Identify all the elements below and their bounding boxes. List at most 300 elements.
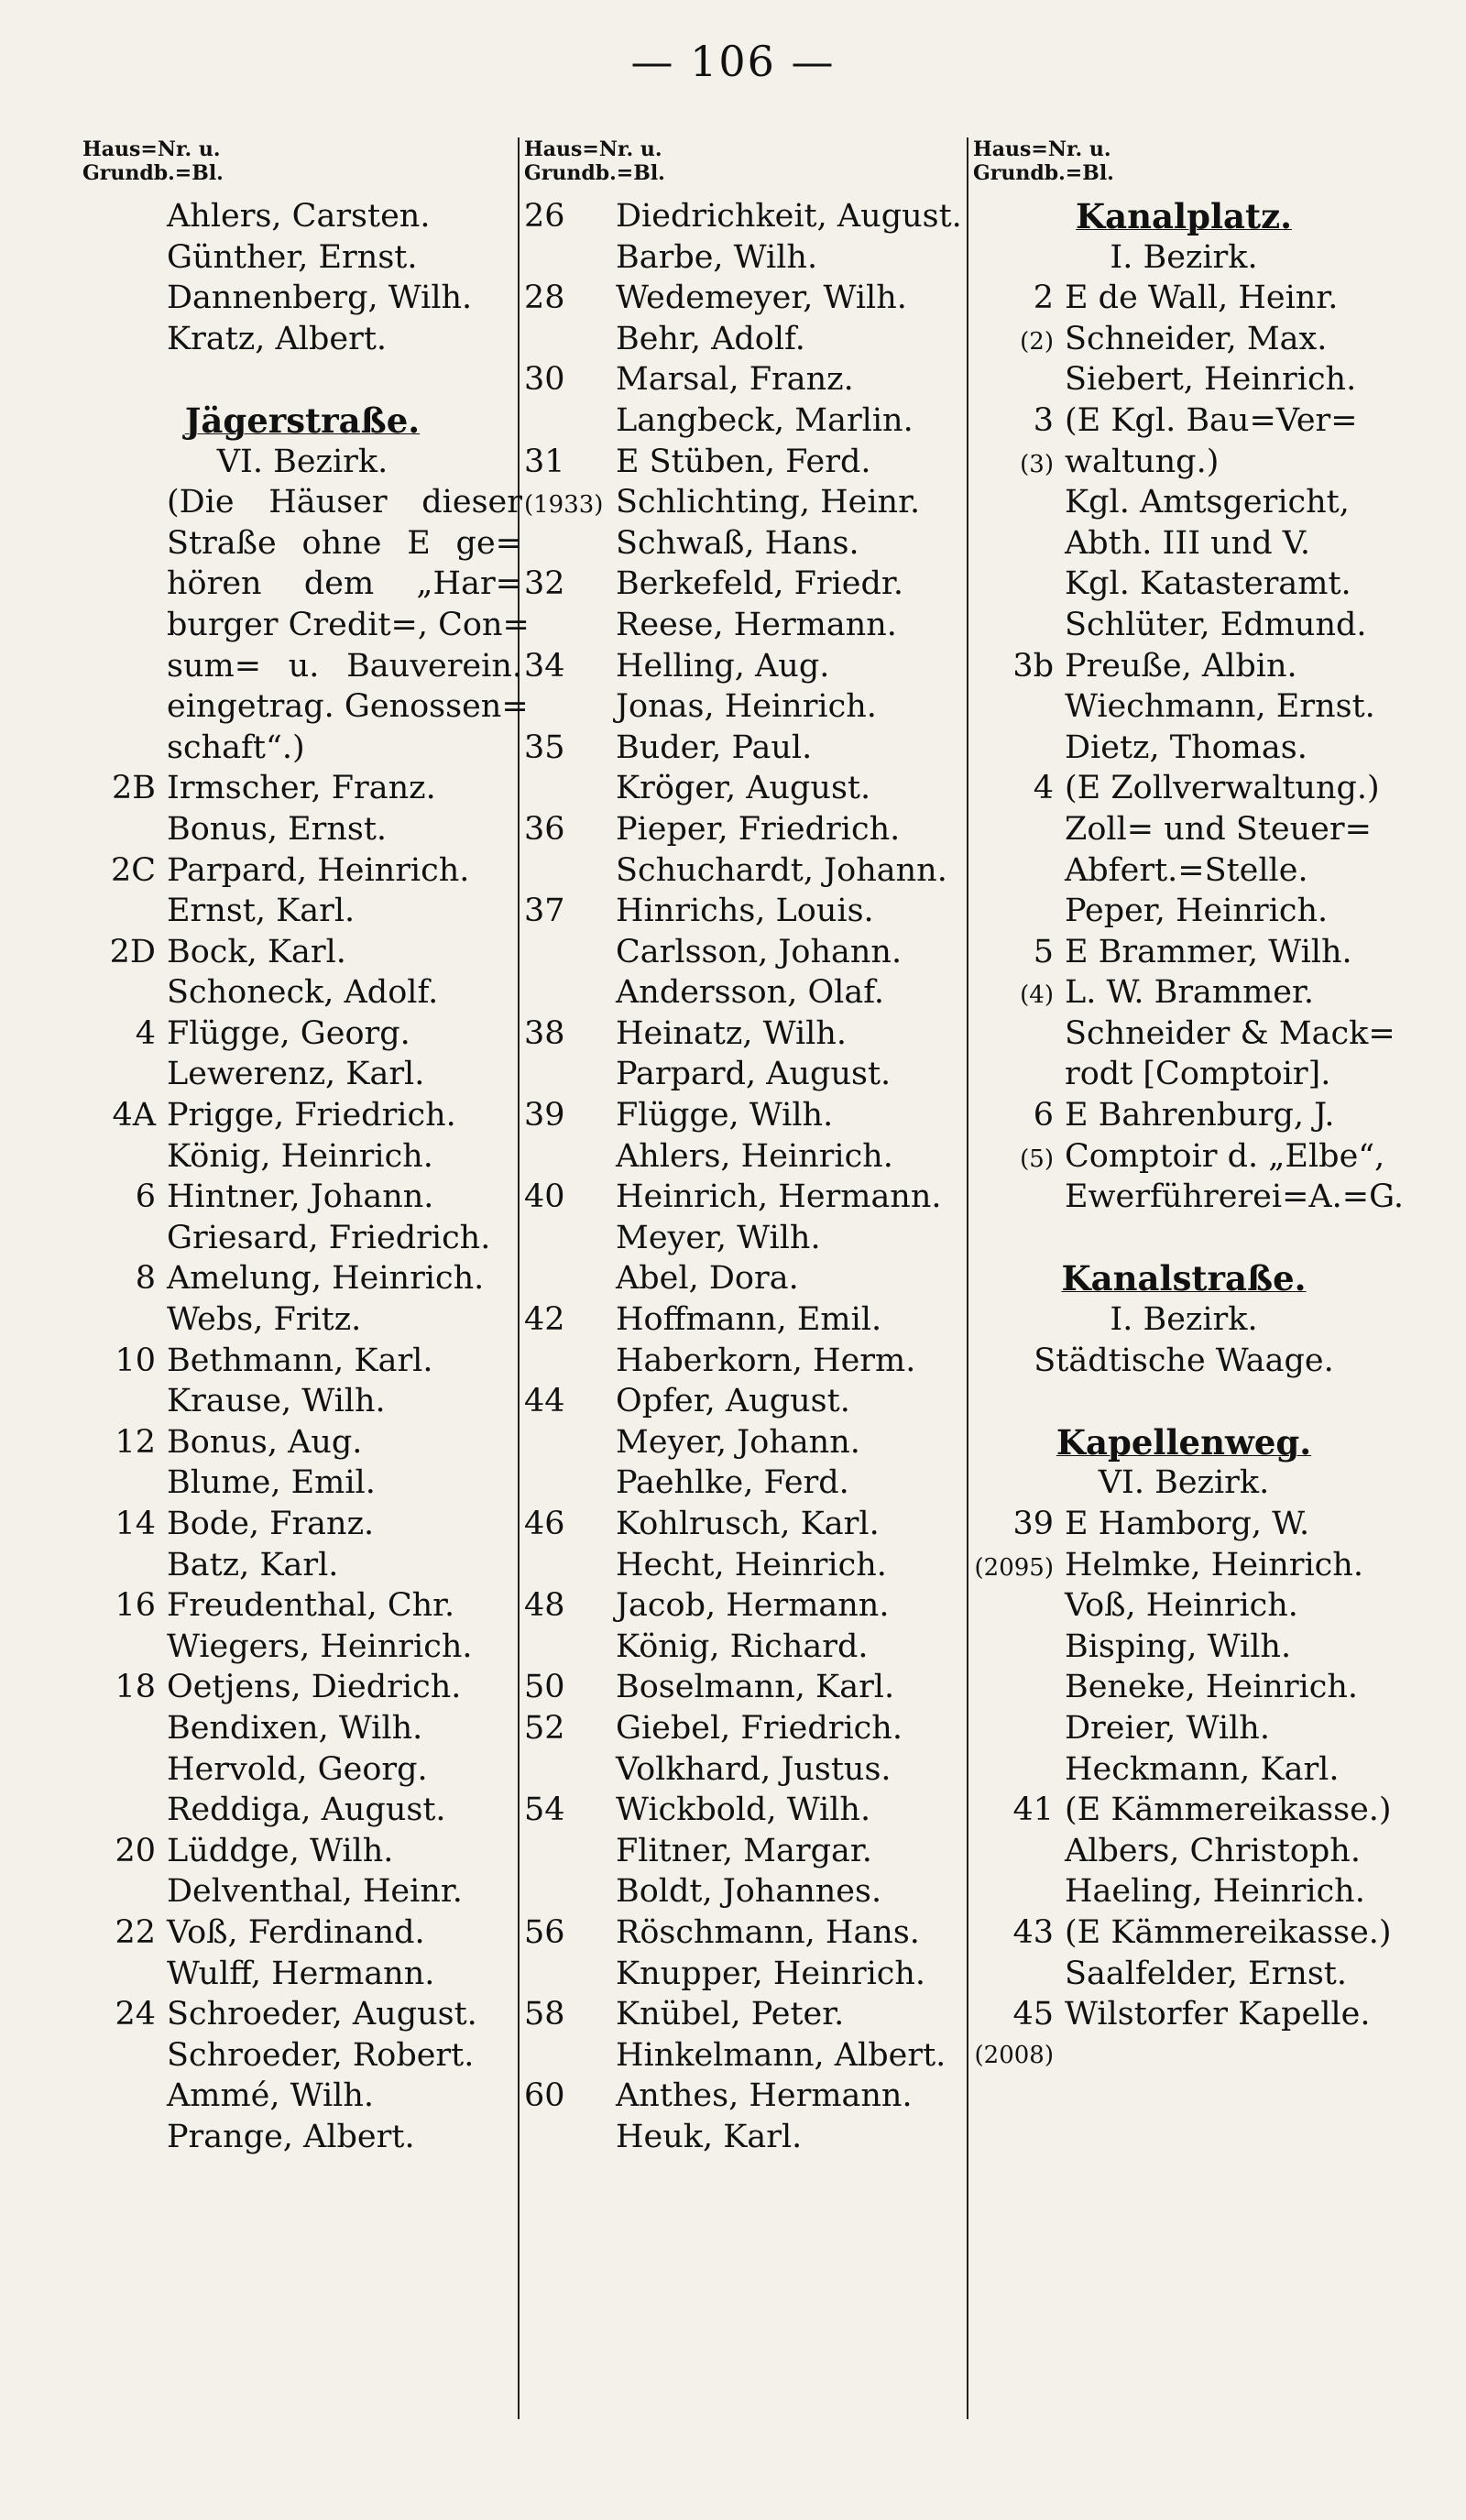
directory-entry bbox=[82, 319, 522, 360]
resident-name: Dreier, Wilh. bbox=[1065, 1709, 1270, 1747]
directory-entry bbox=[524, 523, 964, 564]
house-number: 41 bbox=[1012, 1791, 1054, 1829]
resident-name: Parpard, August. bbox=[616, 1056, 892, 1093]
directory-entry bbox=[973, 1749, 1395, 1791]
directory-entry bbox=[82, 196, 522, 237]
house-number: 44 bbox=[524, 1383, 565, 1420]
directory-entry bbox=[973, 278, 1395, 319]
resident-name: Hecht, Heinrich. bbox=[616, 1546, 887, 1583]
directory-entry bbox=[524, 768, 964, 809]
directory-entry bbox=[82, 1381, 522, 1422]
resident-name: (Die Häuser dieser bbox=[167, 484, 522, 521]
resident-name: Albers, Christoph. bbox=[1065, 1832, 1361, 1869]
resident-name: Wilstorfer Kapelle. bbox=[1065, 1996, 1371, 2033]
directory-entry bbox=[973, 359, 1395, 400]
directory-entry bbox=[82, 278, 522, 319]
directory-entry bbox=[524, 1299, 964, 1341]
resident-name: Kohlrusch, Karl. bbox=[616, 1506, 880, 1542]
resident-name: Kratz, Albert. bbox=[167, 320, 388, 357]
spacer bbox=[973, 1218, 1395, 1259]
directory-entry bbox=[82, 850, 522, 892]
house-number: (5) bbox=[1020, 1145, 1054, 1173]
house-number: 5 bbox=[1033, 933, 1054, 970]
directory-entry bbox=[973, 1545, 1395, 1586]
house-number: 46 bbox=[524, 1506, 565, 1542]
column-rows bbox=[82, 196, 530, 2158]
resident-name: Meyer, Wilh. bbox=[616, 1219, 821, 1256]
resident-name: Kröger, August. bbox=[616, 770, 871, 807]
resident-name: Voß, Ferdinand. bbox=[167, 1913, 425, 1951]
resident-name: Dannenberg, Wilh. bbox=[167, 279, 473, 317]
resident-name: Schlüter, Edmund. bbox=[1065, 606, 1367, 643]
district-label: VI. Bezirk. bbox=[216, 443, 388, 480]
resident-name: Anthes, Hermann. bbox=[616, 2077, 913, 2115]
column-divider bbox=[967, 137, 968, 2419]
directory-entry bbox=[82, 1708, 522, 1749]
house-number: 24 bbox=[115, 1996, 156, 2033]
resident-name: Voß, Heinrich. bbox=[1065, 1587, 1298, 1625]
resident-name: Hinrichs, Louis. bbox=[616, 893, 874, 930]
resident-name: König, Richard. bbox=[616, 1627, 869, 1665]
directory-entry bbox=[524, 1381, 964, 1422]
header-line-1: Haus=Nr. u. bbox=[82, 137, 221, 161]
house-number: 60 bbox=[524, 2077, 565, 2115]
resident-name: Knübel, Peter. bbox=[616, 1996, 845, 2033]
directory-entry bbox=[82, 1667, 522, 1708]
column-rows bbox=[524, 196, 964, 2158]
directory-entry bbox=[973, 728, 1395, 769]
directory-entry bbox=[973, 1790, 1395, 1831]
house-number: 14 bbox=[115, 1506, 156, 1542]
directory-entry bbox=[973, 1504, 1395, 1545]
resident-name: Griesard, Friedrich. bbox=[167, 1219, 491, 1256]
house-number: 52 bbox=[524, 1709, 565, 1747]
directory-entry bbox=[524, 564, 964, 605]
house-number: (2) bbox=[1020, 327, 1054, 356]
resident-name: hören dem „Har= bbox=[167, 565, 522, 603]
resident-name: Barbe, Wilh. bbox=[616, 238, 818, 276]
house-number: 6 bbox=[1033, 1097, 1054, 1134]
resident-name: Pieper, Friedrich. bbox=[616, 810, 901, 848]
resident-name: Webs, Fritz. bbox=[167, 1301, 362, 1339]
directory-entry bbox=[973, 564, 1395, 605]
directory-entry bbox=[524, 1790, 964, 1831]
resident-name: Flügge, Georg. bbox=[167, 1014, 410, 1052]
house-number: 39 bbox=[524, 1097, 565, 1134]
directory-entry bbox=[973, 686, 1395, 728]
house-number: 4 bbox=[1033, 770, 1054, 807]
directory-entry bbox=[82, 1912, 522, 1954]
street-heading: Kanalstraße. bbox=[1061, 1258, 1307, 1299]
resident-name: Freudenthal, Chr. bbox=[167, 1587, 455, 1625]
directory-entry bbox=[973, 646, 1395, 687]
district-label: I. Bezirk. bbox=[1110, 238, 1258, 276]
directory-entry bbox=[82, 1013, 522, 1055]
resident-name: Irmscher, Franz. bbox=[167, 770, 436, 807]
directory-entry bbox=[973, 523, 1395, 564]
page-number: — 106 — bbox=[630, 37, 836, 86]
directory-entry bbox=[973, 1871, 1395, 1912]
directory-entry bbox=[524, 1258, 964, 1299]
resident-name: Schlichting, Heinr. bbox=[616, 484, 921, 521]
resident-name: Wiegers, Heinrich. bbox=[167, 1627, 473, 1665]
house-number: 40 bbox=[524, 1178, 565, 1216]
house-number: 45 bbox=[1012, 1996, 1054, 2033]
resident-name: Ewerführerei=A.=G. bbox=[1065, 1178, 1404, 1216]
column-header bbox=[524, 137, 964, 196]
directory-entry bbox=[524, 442, 964, 483]
house-number: 30 bbox=[524, 361, 565, 399]
resident-name: Ernst, Karl. bbox=[167, 893, 356, 930]
resident-name: Lewerenz, Karl. bbox=[167, 1056, 425, 1093]
directory-entry bbox=[524, 1136, 964, 1178]
directory-entry bbox=[524, 359, 964, 400]
directory-entry bbox=[973, 1585, 1395, 1627]
directory-entry bbox=[524, 1054, 964, 1095]
spacer bbox=[82, 359, 522, 400]
resident-name: Siebert, Heinrich. bbox=[1065, 361, 1357, 399]
directory-entry bbox=[82, 564, 522, 605]
house-number: 37 bbox=[524, 893, 565, 930]
directory-entry bbox=[524, 1013, 964, 1055]
directory-entry bbox=[973, 809, 1395, 850]
resident-name: Berkefeld, Friedr. bbox=[616, 565, 903, 603]
directory-entry bbox=[82, 646, 522, 687]
resident-name: Günther, Ernst. bbox=[167, 238, 418, 276]
house-number: 56 bbox=[524, 1913, 565, 1951]
directory-entry bbox=[524, 1708, 964, 1749]
directory-entry bbox=[82, 482, 522, 523]
resident-name: Bode, Franz. bbox=[167, 1506, 375, 1542]
directory-entry bbox=[524, 728, 964, 769]
resident-name: Knupper, Heinrich. bbox=[616, 1955, 926, 1992]
column-rows bbox=[973, 196, 1404, 2076]
directory-entry bbox=[973, 850, 1395, 892]
resident-name: (E Zollverwaltung.) bbox=[1065, 770, 1380, 807]
resident-name: Delventhal, Heinr. bbox=[167, 1873, 463, 1911]
resident-name: Boselmann, Karl. bbox=[616, 1669, 895, 1706]
resident-name: Opfer, August. bbox=[616, 1383, 850, 1420]
header-line-2: Grundb.=Bl. bbox=[524, 161, 665, 185]
house-number: (1933) bbox=[524, 491, 604, 520]
resident-name: Bendixen, Wilh. bbox=[167, 1709, 423, 1747]
house-number: (4) bbox=[1020, 981, 1054, 1010]
directory-entry bbox=[973, 1177, 1404, 1218]
district-label: I. Bezirk. bbox=[1110, 1301, 1258, 1339]
directory-entry bbox=[82, 932, 522, 973]
house-number: 39 bbox=[1012, 1506, 1054, 1542]
resident-name: Abfert.=Stelle. bbox=[1065, 851, 1308, 889]
resident-name: Jacob, Hermann. bbox=[616, 1587, 890, 1625]
directory-entry bbox=[82, 1422, 522, 1463]
district-label: VI. Bezirk. bbox=[1098, 1464, 1270, 1502]
house-number: 48 bbox=[524, 1587, 565, 1625]
resident-name: Flitner, Margar. bbox=[616, 1832, 872, 1869]
directory-entry bbox=[524, 972, 964, 1013]
resident-name: Comptoir d. „Elbe“, bbox=[1065, 1137, 1385, 1175]
house-number: 12 bbox=[115, 1423, 156, 1461]
directory-entry bbox=[524, 1463, 964, 1504]
directory-entry bbox=[524, 400, 964, 442]
directory-entry bbox=[82, 237, 522, 279]
resident-name: Boldt, Johannes. bbox=[616, 1873, 882, 1911]
directory-entry bbox=[82, 728, 522, 769]
resident-name: Kgl. Katasteramt. bbox=[1065, 565, 1351, 603]
directory-entry bbox=[82, 809, 522, 850]
directory-entry bbox=[973, 1708, 1395, 1749]
resident-name: Kgl. Amtsgericht, bbox=[1065, 484, 1350, 521]
resident-name: Krause, Wilh. bbox=[167, 1383, 386, 1420]
directory-entry bbox=[973, 1136, 1395, 1178]
resident-name: Behr, Adolf. bbox=[616, 320, 805, 357]
resident-name: Schroeder, Robert. bbox=[167, 2036, 475, 2074]
house-number: 34 bbox=[524, 647, 565, 685]
resident-name: Blume, Emil. bbox=[167, 1464, 376, 1502]
resident-name: Heckmann, Karl. bbox=[1065, 1750, 1340, 1788]
directory-entry bbox=[524, 196, 964, 237]
resident-name: L. W. Brammer. bbox=[1065, 974, 1315, 1012]
resident-name: Preuße, Albin. bbox=[1065, 647, 1297, 685]
resident-name: Wiechmann, Ernst. bbox=[1065, 688, 1375, 726]
house-number: 54 bbox=[524, 1791, 565, 1829]
column-middle bbox=[524, 137, 964, 2158]
directory-entry bbox=[82, 1871, 522, 1912]
resident-name: Hervold, Georg. bbox=[167, 1750, 428, 1788]
directory-entry bbox=[82, 686, 529, 728]
resident-name: burger Credit=, Con= bbox=[167, 606, 530, 643]
resident-name: Volkhard, Justus. bbox=[616, 1750, 892, 1788]
directory-entry bbox=[524, 891, 964, 932]
directory-entry bbox=[524, 2076, 964, 2117]
house-number: 36 bbox=[524, 810, 565, 848]
directory-entry bbox=[82, 1954, 522, 1995]
resident-name: Ahlers, Carsten. bbox=[167, 198, 431, 235]
directory-entry bbox=[524, 686, 964, 728]
resident-name: E Stüben, Ferd. bbox=[616, 443, 871, 480]
column-right bbox=[973, 137, 1404, 2076]
directory-entry bbox=[82, 972, 522, 1013]
directory-entry bbox=[82, 1341, 522, 1382]
resident-name: Schuchardt, Johann. bbox=[616, 851, 947, 889]
resident-name: König, Heinrich. bbox=[167, 1137, 433, 1175]
header-line-1: Haus=Nr. u. bbox=[524, 137, 662, 161]
house-number: (2008) bbox=[974, 2041, 1054, 2069]
directory-entry bbox=[973, 1667, 1395, 1708]
resident-name: Parpard, Heinrich. bbox=[167, 851, 470, 889]
house-number: 4 bbox=[135, 1014, 156, 1052]
house-number: (3) bbox=[1020, 450, 1054, 478]
directory-entry bbox=[524, 1749, 964, 1791]
directory-entry bbox=[524, 1545, 964, 1586]
house-number: 42 bbox=[524, 1301, 565, 1339]
resident-name: Meyer, Johann. bbox=[616, 1423, 860, 1461]
directory-entry bbox=[82, 605, 530, 646]
house-number: 31 bbox=[524, 443, 565, 480]
directory-entry bbox=[82, 1136, 522, 1178]
resident-name: Wulff, Hermann. bbox=[167, 1955, 435, 1992]
directory-entry bbox=[524, 1871, 964, 1912]
directory-entry bbox=[82, 523, 522, 564]
directory-entry bbox=[524, 319, 964, 360]
directory-entry bbox=[82, 1095, 522, 1136]
directory-entry bbox=[82, 1994, 522, 2035]
directory-entry bbox=[973, 400, 1395, 442]
resident-name: Dietz, Thomas. bbox=[1065, 729, 1307, 766]
resident-name: Haberkorn, Herm. bbox=[616, 1342, 916, 1379]
resident-name: eingetrag. Genossen= bbox=[167, 688, 529, 726]
resident-name: schaft“.) bbox=[167, 729, 305, 766]
directory-entry bbox=[973, 482, 1395, 523]
resident-name: Prange, Albert. bbox=[167, 2118, 415, 2155]
resident-name: Reddiga, August. bbox=[167, 1791, 446, 1829]
resident-name: Hinkelmann, Albert. bbox=[616, 2036, 946, 2074]
directory-entry bbox=[973, 1627, 1395, 1668]
directory-entry bbox=[524, 1504, 964, 1545]
resident-name: E de Wall, Heinr. bbox=[1065, 279, 1339, 317]
house-number: 32 bbox=[524, 565, 565, 603]
resident-name: Hintner, Johann. bbox=[167, 1178, 434, 1216]
resident-name: Paehlke, Ferd. bbox=[616, 1464, 849, 1502]
resident-name: Heinrich, Hermann. bbox=[616, 1178, 942, 1216]
resident-name: Heuk, Karl. bbox=[616, 2118, 803, 2155]
resident-name: Schoneck, Adolf. bbox=[167, 974, 439, 1012]
directory-entry bbox=[524, 482, 964, 523]
street-heading: Jägerstraße. bbox=[184, 400, 421, 441]
resident-name: Reese, Hermann. bbox=[616, 606, 897, 643]
directory-entry bbox=[524, 932, 964, 973]
directory-entry bbox=[973, 319, 1395, 360]
resident-name: Schwaß, Hans. bbox=[616, 524, 859, 562]
resident-name: Diedrichkeit, August. bbox=[616, 198, 962, 235]
directory-entry bbox=[524, 1954, 964, 1995]
house-number: 22 bbox=[115, 1913, 156, 1951]
column-header bbox=[82, 137, 522, 196]
directory-entry bbox=[82, 1258, 522, 1299]
resident-name: Helling, Aug. bbox=[616, 647, 830, 685]
directory-entry bbox=[524, 1218, 964, 1259]
resident-name: Bonus, Ernst. bbox=[167, 810, 388, 848]
street-heading: Kapellenweg. bbox=[1056, 1421, 1312, 1463]
directory-entry bbox=[524, 1177, 964, 1218]
header-line-2: Grundb.=Bl. bbox=[973, 161, 1114, 185]
directory-entry bbox=[82, 1749, 522, 1791]
house-number: 20 bbox=[115, 1832, 156, 1869]
street-heading: Kanalplatz. bbox=[1076, 196, 1292, 236]
directory-entry bbox=[82, 1177, 522, 1218]
directory-entry bbox=[973, 2035, 1395, 2076]
resident-name: Carlsson, Johann. bbox=[616, 933, 903, 970]
resident-name: Wedemeyer, Wilh. bbox=[616, 279, 907, 317]
house-number: 3 bbox=[1033, 401, 1054, 439]
resident-name: Heinatz, Wilh. bbox=[616, 1014, 848, 1052]
resident-name: Abel, Dora. bbox=[616, 1260, 799, 1298]
resident-name: Flügge, Wilh. bbox=[616, 1097, 834, 1134]
house-number: 38 bbox=[524, 1014, 565, 1052]
resident-name: Buder, Paul. bbox=[616, 729, 813, 766]
resident-name: Abth. III und V. bbox=[1065, 524, 1311, 562]
header-line-1: Haus=Nr. u. bbox=[973, 137, 1111, 161]
header-line-2: Grundb.=Bl. bbox=[82, 161, 224, 185]
directory-entry bbox=[973, 1013, 1395, 1055]
directory-entry bbox=[524, 1422, 964, 1463]
resident-name: Giebel, Friedrich. bbox=[616, 1709, 903, 1747]
resident-name: Peper, Heinrich. bbox=[1065, 893, 1329, 930]
directory-entry bbox=[82, 1545, 522, 1586]
resident-name: Saalfelder, Ernst. bbox=[1065, 1955, 1347, 1992]
resident-name: Marsal, Franz. bbox=[616, 361, 854, 399]
house-number: 28 bbox=[524, 279, 565, 317]
directory-entry bbox=[82, 2076, 522, 2117]
resident-name: Schneider & Mack= bbox=[1065, 1014, 1395, 1052]
resident-name: Oetjens, Diedrich. bbox=[167, 1669, 462, 1706]
house-number: 2C bbox=[110, 851, 156, 889]
house-number: 2 bbox=[1033, 279, 1054, 317]
district-label: Städtische Waage. bbox=[1034, 1342, 1334, 1379]
house-number: 58 bbox=[524, 1996, 565, 2033]
directory-entry bbox=[973, 1054, 1395, 1095]
house-number: 16 bbox=[115, 1587, 156, 1625]
resident-name: sum= u. Bauverein. bbox=[167, 647, 522, 685]
resident-name: Hoffmann, Emil. bbox=[616, 1301, 882, 1339]
spacer bbox=[973, 1381, 1395, 1422]
directory-entry bbox=[524, 1912, 964, 1954]
resident-name: E Brammer, Wilh. bbox=[1065, 933, 1352, 970]
resident-name: waltung.) bbox=[1065, 443, 1220, 480]
resident-name: Straße ohne E ge= bbox=[167, 524, 522, 562]
directory-entry bbox=[973, 768, 1395, 809]
house-number: 50 bbox=[524, 1669, 565, 1706]
directory-entry bbox=[82, 1790, 522, 1831]
resident-name: Jonas, Heinrich. bbox=[616, 688, 877, 726]
directory-entry bbox=[524, 850, 964, 892]
directory-entry bbox=[973, 932, 1395, 973]
directory-entry bbox=[973, 1095, 1395, 1136]
directory-entry bbox=[524, 1627, 964, 1668]
directory-entry bbox=[973, 605, 1395, 646]
directory-entry bbox=[973, 1954, 1395, 1995]
resident-name: rodt [Comptoir]. bbox=[1065, 1056, 1331, 1093]
directory-entry bbox=[524, 278, 964, 319]
directory-entry bbox=[524, 1667, 964, 1708]
column-header bbox=[973, 137, 1395, 196]
resident-name: Amelung, Heinrich. bbox=[167, 1260, 485, 1298]
resident-name: Röschmann, Hans. bbox=[616, 1913, 920, 1951]
directory-entry bbox=[524, 605, 964, 646]
resident-name: (E Kämmereikasse.) bbox=[1065, 1791, 1392, 1829]
house-number: 18 bbox=[115, 1669, 156, 1706]
directory-entry bbox=[524, 2117, 964, 2158]
directory-entry bbox=[524, 1341, 964, 1382]
resident-name: Ahlers, Heinrich. bbox=[616, 1137, 893, 1175]
house-number: 43 bbox=[1012, 1913, 1054, 1951]
resident-name: E Hamborg, W. bbox=[1065, 1506, 1310, 1542]
directory-entry bbox=[82, 1218, 522, 1259]
resident-name: Lüddge, Wilh. bbox=[167, 1832, 394, 1869]
resident-name: Zoll= und Steuer= bbox=[1065, 810, 1372, 848]
resident-name: Beneke, Heinrich. bbox=[1065, 1669, 1359, 1706]
directory-entry bbox=[524, 1831, 964, 1872]
resident-name: Batz, Karl. bbox=[167, 1546, 339, 1583]
resident-name: Bonus, Aug. bbox=[167, 1423, 363, 1461]
house-number: (2095) bbox=[974, 1553, 1054, 1582]
directory-entry bbox=[524, 2035, 964, 2076]
resident-name: Haeling, Heinrich. bbox=[1065, 1873, 1365, 1911]
directory-entry bbox=[82, 1463, 522, 1504]
resident-name: Bisping, Wilh. bbox=[1065, 1627, 1292, 1665]
directory-entry bbox=[973, 442, 1395, 483]
directory-entry bbox=[524, 646, 964, 687]
directory-entry bbox=[82, 1831, 522, 1872]
